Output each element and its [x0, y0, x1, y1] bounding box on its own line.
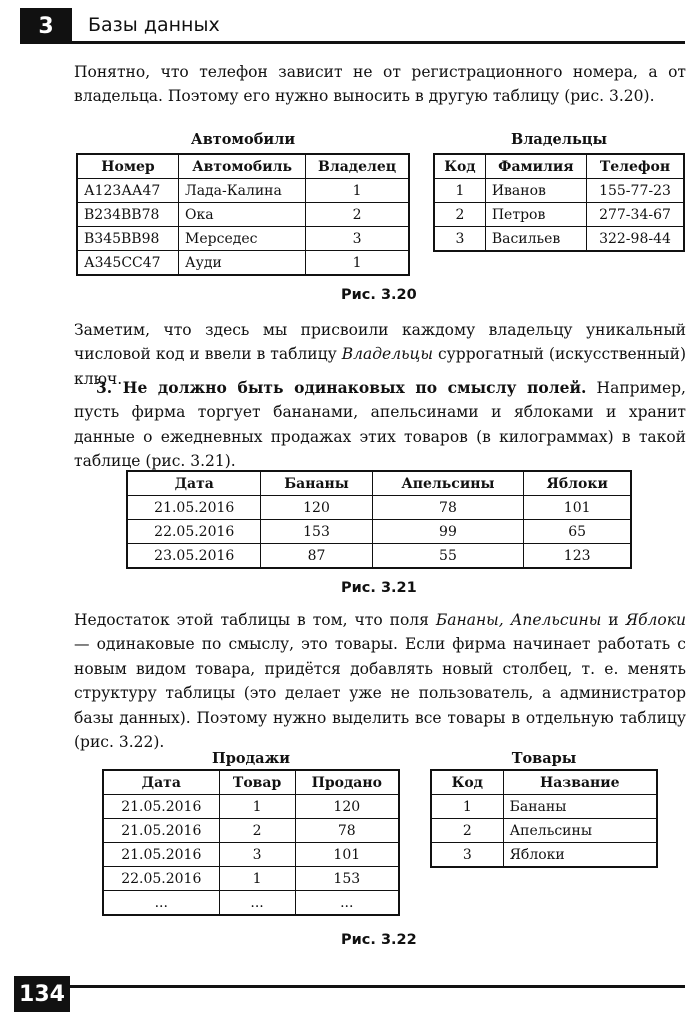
table-cell: ... — [219, 891, 295, 916]
table-cell: 155-77-23 — [586, 179, 684, 203]
table-cell: 22.05.2016 — [103, 867, 219, 891]
table-header: Автомобиль — [179, 154, 306, 179]
table-cell: 21.05.2016 — [127, 496, 261, 520]
goods-table-title: Товары — [511, 750, 577, 767]
table-row — [77, 251, 409, 276]
table-cell: ... — [295, 891, 399, 916]
table-header: Название — [503, 770, 657, 795]
table-cell: 99 — [372, 520, 524, 544]
table-cell: 1 — [219, 867, 295, 891]
table-cell: 1 — [431, 795, 503, 819]
table-row — [77, 179, 409, 203]
paragraph-3-bold: 3. Не должно быть одинаковых по смыслу полей. — [96, 378, 587, 397]
table-cell: 3 — [219, 843, 295, 867]
table-header: Номер — [77, 154, 179, 179]
table-row — [431, 843, 657, 868]
table-cell: Ока — [179, 203, 306, 227]
table-cell: 78 — [295, 819, 399, 843]
sales-by-fruit-table — [126, 470, 632, 569]
table-cell: В345ВВ98 — [77, 227, 179, 251]
table-header: Код — [434, 154, 485, 179]
sales-table-title: Продажи — [212, 750, 290, 767]
table-cell: 322-98-44 — [586, 227, 684, 252]
table-cell: 23.05.2016 — [127, 544, 261, 569]
sales-table — [102, 769, 400, 916]
page-header — [20, 8, 685, 44]
table-row — [103, 819, 399, 843]
table-cell: 78 — [372, 496, 524, 520]
paragraph-3-text: Например, пусть фирма торгует бананами, апельсинами и яблоками и хранит данные о ежедневных продажах этих товаров (в килограммах) в такой таблице (рис. 3.21). — [74, 379, 686, 471]
footer-rule — [60, 985, 685, 988]
table-row — [77, 203, 409, 227]
table-cell: Ауди — [179, 251, 306, 276]
table-cell: 3 — [306, 227, 409, 251]
table-row — [434, 227, 684, 252]
paragraph-4-italic: Бананы, Апельсины — [435, 611, 602, 629]
table-row — [103, 891, 399, 916]
table-cell: 153 — [295, 867, 399, 891]
table-row — [431, 819, 657, 843]
table-cell: 101 — [295, 843, 399, 867]
table-cell: 65 — [524, 520, 631, 544]
table-cell: 3 — [431, 843, 503, 868]
goods-table — [430, 769, 658, 868]
paragraph-4-italic: Яблоки — [625, 611, 686, 629]
header-rule — [72, 41, 685, 44]
table-cell: 55 — [372, 544, 524, 569]
table-cell: 21.05.2016 — [103, 819, 219, 843]
table-header: Владелец — [306, 154, 409, 179]
paragraph-4-text: — одинаковые по смыслу, это товары. Если фирма начинает работать с новым видом товара, придётся добавлять новый столбец, т. е. менять структуру таблицы (это делает уже не пользователь, а администратор базы данных). Поэтому нужно выделить все товары в отдельную таблицу (рис. 3.22). — [74, 635, 686, 752]
table-cell: А345СС47 — [77, 251, 179, 276]
cars-table — [76, 153, 410, 276]
table-row — [434, 179, 684, 203]
table-header: Телефон — [586, 154, 684, 179]
paragraph-2-text: Заметим, что здесь мы присвоили каждому владельцу уникальный числовой код и ввели в таблицу — [74, 321, 686, 364]
table-row — [127, 520, 631, 544]
paragraph-1: Понятно, что телефон зависит не от регистрационного номера, а от владельца. Поэтому его нужно выносить в другую таблицу (рис. 3.20). — [74, 63, 686, 106]
table-cell: Лада-Калина — [179, 179, 306, 203]
table-cell: 2 — [431, 819, 503, 843]
table-header: Продано — [295, 770, 399, 795]
paragraph-2-text-end: суррогатный (искусственный) ключ. — [74, 345, 686, 388]
table-cell: 2 — [306, 203, 409, 227]
figure-caption-3-21: Рис. 3.21 — [341, 580, 417, 596]
paragraph-4 — [74, 608, 686, 754]
table-header: Товар — [219, 770, 295, 795]
table-cell: 2 — [434, 203, 485, 227]
table-cell: А123АА47 — [77, 179, 179, 203]
table-cell: 1 — [306, 251, 409, 276]
chapter-title: Базы данных — [88, 14, 220, 36]
table-row — [434, 203, 684, 227]
table-cell: 120 — [261, 496, 372, 520]
chapter-number: 3 — [20, 8, 72, 44]
table-cell: 101 — [524, 496, 631, 520]
table-cell: Бананы — [503, 795, 657, 819]
table-cell: 120 — [295, 795, 399, 819]
table-cell: Иванов — [485, 179, 586, 203]
table-cell: ... — [103, 891, 219, 916]
paragraph-2-italic: Владельцы — [341, 345, 433, 364]
table-header: Фамилия — [485, 154, 586, 179]
table-header: Апельсины — [372, 471, 524, 496]
table-row — [431, 795, 657, 819]
table-cell: Апельсины — [503, 819, 657, 843]
owners-table-title: Владельцы — [510, 131, 608, 148]
table-cell: 123 — [524, 544, 631, 569]
table-header: Дата — [127, 471, 261, 496]
table-cell: Яблоки — [503, 843, 657, 868]
paragraph-4-text: и — [601, 611, 626, 629]
table-header: Бананы — [261, 471, 372, 496]
table-cell: 1 — [306, 179, 409, 203]
table-cell: 277-34-67 — [586, 203, 684, 227]
figure-caption-3-22: Рис. 3.22 — [341, 932, 417, 948]
cars-table-title: Автомобили — [190, 131, 296, 148]
table-cell: 87 — [261, 544, 372, 569]
table-cell: 2 — [219, 819, 295, 843]
table-cell: 1 — [219, 795, 295, 819]
table-cell: 1 — [434, 179, 485, 203]
table-cell: 21.05.2016 — [103, 843, 219, 867]
page-number: 134 — [14, 976, 70, 1012]
table-row — [127, 544, 631, 569]
figure-caption-3-20: Рис. 3.20 — [341, 287, 417, 303]
table-row — [103, 843, 399, 867]
owners-table — [433, 153, 685, 252]
paragraph-4-text: Недостаток этой таблицы в том, что поля — [74, 611, 436, 629]
table-cell: 153 — [261, 520, 372, 544]
table-row — [103, 795, 399, 819]
table-row — [77, 227, 409, 251]
table-cell: 21.05.2016 — [103, 795, 219, 819]
paragraph-3 — [74, 376, 686, 474]
table-cell: Васильев — [485, 227, 586, 252]
table-cell: Петров — [485, 203, 586, 227]
table-header: Код — [431, 770, 503, 795]
table-header: Яблоки — [524, 471, 631, 496]
table-row — [103, 867, 399, 891]
table-header: Дата — [103, 770, 219, 795]
table-cell: 3 — [434, 227, 485, 252]
table-row — [127, 496, 631, 520]
table-cell: 22.05.2016 — [127, 520, 261, 544]
table-cell: В234ВВ78 — [77, 203, 179, 227]
table-cell: Мерседес — [179, 227, 306, 251]
